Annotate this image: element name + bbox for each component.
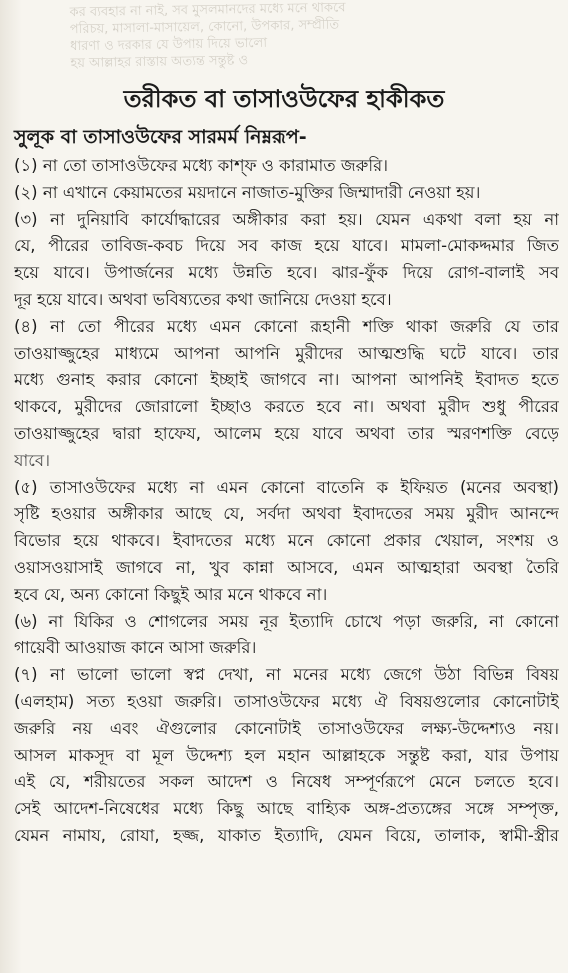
- text-line: গায়েবী আওয়াজ কানে আসা জরুরি।: [14, 638, 257, 658]
- page-title: তরীকত বা তাসাওউফের হাকীকত: [123, 85, 445, 113]
- bleed-line: হয় আল্লাহর রাস্তায় অত্যন্ত সন্তুষ্ট ও: [70, 53, 249, 72]
- text-line: হয়ে যাবে। উপার্জনের মধ্যে উন্নতি হবে। ঝার-ফুঁক দিয়ে রোগ-বালাই সব: [14, 263, 559, 283]
- text-line: ওয়াসওয়াসাই জাগবে না, খুব কান্না আসবে, এমন আত্মহারা অবস্থা তৈরি: [14, 557, 559, 577]
- text-line: সেই আদেশ-নিষেধের মধ্যে কিছু আছে বাহ্যিক অঙ্গ-প্রত্যঙ্গের সঙ্গে সম্পৃক্ত,: [14, 799, 559, 819]
- text-line: আসল মাকসূদ বা মূল উদ্দেশ্য হল মহান আল্লাহকে সন্তুষ্ট করা, যার উপায়: [14, 745, 559, 765]
- text-line: বিভোর হয়ে থাকবে। ইবাদতের মধ্যে মনে কোনো প্রকার খেয়াল, সংশয় ও: [14, 531, 559, 551]
- text-line: থাকবে, মুরীদের জোরালো ইচ্ছাও করতে হবে না। অথবা মুরীদ শুধু পীরের: [14, 397, 559, 417]
- bleed-through-text: [69, 0, 550, 74]
- bleed-line: ধারণা ও দরকার যে উপায় দিয়ে ভালো: [70, 35, 268, 55]
- section-subtitle: সুলূক বা তাসাওউফের সারমর্ম নিম্নরূপ-: [14, 126, 307, 148]
- bleed-line: কর ব্যবহার না নাই, সব মুসলমানদের মধ্যে মনে থাকবে: [69, 0, 346, 21]
- text-line: সৃষ্টি হওয়ার অঙ্গীকার আছে যে, সর্বদা অথবা ইবাদতের সময় মুরীদ আনন্দে: [14, 504, 559, 524]
- text-line: তাওয়াজ্জুহের মাধ্যমে আপনা আপনি মুরীদের আত্মশুদ্ধি ঘটে যাবে। তার: [14, 343, 559, 363]
- bleed-line: পরিচয়, মাসালা-মাসায়েল, কোনো, উপকার, সম্প্রীতি: [69, 17, 340, 38]
- text-line: (১) না তো তাসাওউফের মধ্যে কাশ্ফ ও কারামাত জরুরি।: [14, 156, 389, 175]
- body-text: [14, 153, 559, 850]
- text-line: (২) না এখানে কেয়ামতের ময়দানে নাজাত-মুক্তির জিম্মাদারী নেওয়া হয়।: [14, 182, 481, 202]
- text-line: যে, পীরের তাবিজ-কবচ দিয়ে সব কাজ হয়ে যাবে। মামলা-মোকদ্দমার জিত: [14, 236, 559, 256]
- text-line: হবে যে, অন্য কোনো কিছুই আর মনে থাকবে না।: [14, 584, 328, 604]
- text-line: (৫) তাসাওউফের মধ্যে না এমন কোনো বাতেনি ক ইফিয়ত (মনের অবস্থা): [14, 477, 559, 497]
- text-line: দূর হয়ে যাবে। অথবা ভবিষ্যতের কথা জানিয়ে দেওয়া হবে।: [14, 289, 392, 309]
- text-line: (৭) না ভালো ভালো স্বপ্ন দেখা, না মনের মধ্যে জেগে উঠা বিভিন্ন বিষয়: [14, 665, 559, 685]
- text-line: এই যে, শরীয়তের সকল আদেশ ও নিষেধ সম্পূর্ণরূপে মেনে চলতে হবে।: [14, 772, 559, 792]
- text-line: মধ্যে গুনাহ করার কোনো ইচ্ছাই জাগবে না। আপনা আপনিই ইবাদত হতে: [14, 370, 559, 390]
- text-line: (এলহাম) সত্য হওয়া জরুরি। তাসাওউফের মধ্যে ঐ বিষয়গুলোর কোনোটাই: [14, 691, 559, 711]
- text-line: তাওয়াজ্জুহের দ্বারা হাফেয, আলেম হয়ে যাবে অথবা তার স্মরণশক্তি বেড়ে: [14, 423, 559, 443]
- text-line: যাবে।: [14, 450, 51, 470]
- text-line: (৩) না দুনিয়াবি কার্যোদ্ধারের অঙ্গীকার করা হয়। যেমন একথা বলা হয় না: [14, 209, 559, 229]
- text-line: (৬) না যিকির ও শোগলের সময় নূর ইত্যাদি চোখে পড়া জরুরি, না কোনো: [14, 611, 559, 631]
- text-line: যেমন নামায, রোযা, হজ্জ, যাকাত ইত্যাদি, যেমন বিয়ে, তালাক, স্বামী-স্ত্রীর: [14, 825, 559, 845]
- text-line: জরুরি নয় এবং ঐগুলোর কোনোটাই তাসাওউফের লক্ষ্য-উদ্দেশ্যও নয়।: [14, 718, 559, 738]
- text-line: (৪) না তো পীরের মধ্যে এমন কোনো রূহানী শক্তি থাকা জরুরি যে তার: [14, 316, 559, 336]
